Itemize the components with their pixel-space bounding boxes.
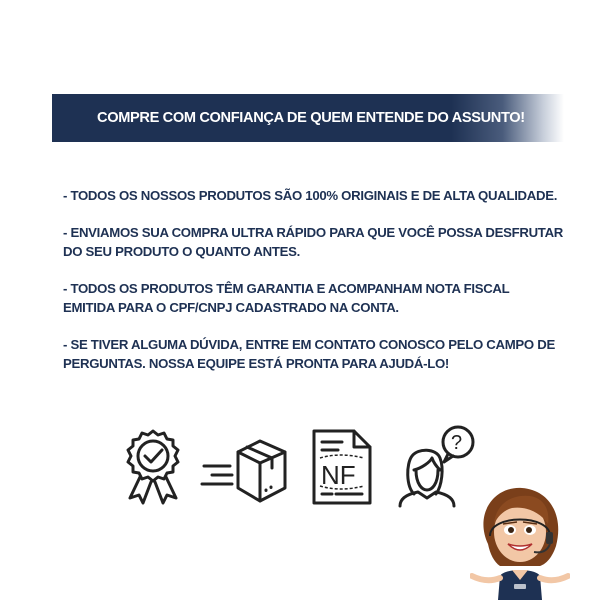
invoice-document-icon (310, 428, 374, 506)
fast-delivery-box-icon (200, 438, 288, 504)
info-line: PERGUNTAS. NOSSA EQUIPE ESTÁ PRONTA PARA AJUDÁ-LO! (63, 356, 450, 371)
info-line: - TODOS OS NOSSOS PRODUTOS SÃO 100% ORIGINAIS E DE ALTA QUALIDADE. (63, 188, 558, 203)
header-banner (52, 94, 564, 142)
quality-badge-icon (120, 428, 186, 506)
info-line: - ENVIAMOS SUA COMPRA ULTRA RÁPIDO PARA QUE VOCÊ POSSA DESFRUTAR (63, 224, 564, 240)
info-line: - TODOS OS PRODUTOS TÊM GARANTIA E ACOMPANHAM NOTA FISCAL (63, 280, 510, 296)
info-item-warranty (63, 279, 573, 318)
banner-title: COMPRE COM CONFIANÇA DE QUEM ENTENDE DO ASSUNTO! (97, 110, 525, 126)
customer-support-question-icon (392, 424, 482, 508)
info-list (63, 186, 573, 391)
info-item-originals (63, 186, 573, 206)
invoice-label: NF (321, 460, 356, 490)
info-line: - SE TIVER ALGUMA DÚVIDA, ENTRE EM CONTATO CONOSCO PELO CAMPO DE (63, 336, 555, 352)
info-line: DO SEU PRODUTO O QUANTO ANTES. (63, 244, 300, 259)
info-item-questions (63, 335, 573, 374)
mascot-character (470, 484, 570, 600)
question-mark-label: ? (451, 432, 463, 454)
info-item-shipping (63, 223, 573, 262)
info-line: EMITIDA PARA O CPF/CNPJ CADASTRADO NA CONTA. (63, 300, 399, 315)
